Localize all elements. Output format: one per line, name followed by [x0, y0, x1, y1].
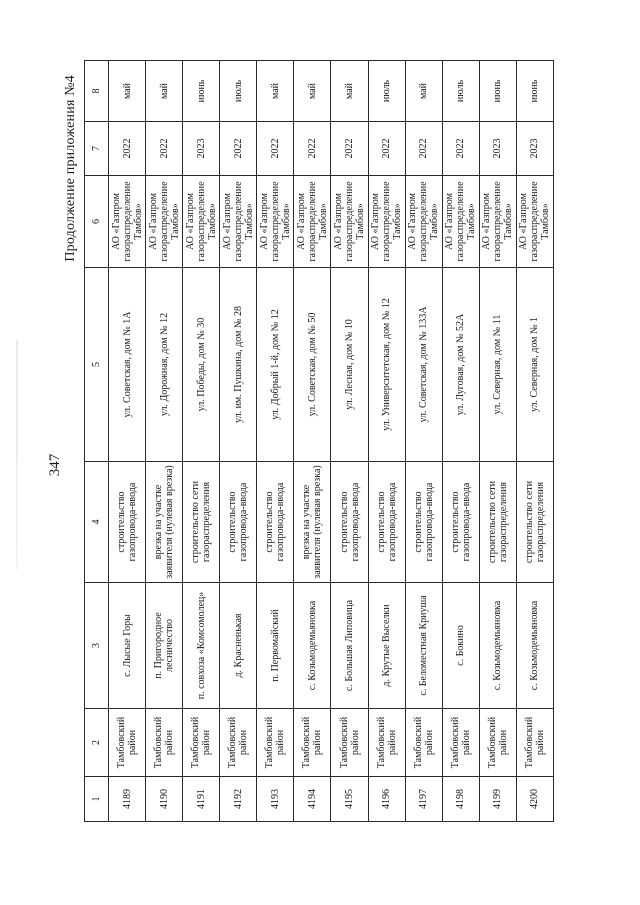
district-cell: Тамбовский район: [368, 709, 405, 777]
address-cell: ул. Добрый 1-й, дом № 12: [257, 268, 294, 462]
row-number-cell: 4197: [405, 777, 442, 822]
organization-cell: АО «Газпром газораспределение Тамбов»: [146, 176, 183, 268]
settlement-cell: п. Пригородное лесничество: [146, 583, 183, 709]
organization-cell: АО «Газпром газораспределение Тамбов»: [220, 176, 257, 268]
district-cell: Тамбовский район: [146, 709, 183, 777]
year-cell: 2022: [220, 122, 257, 176]
table-row: [331, 61, 368, 822]
work-type-cell: врезка на участке заявителя (нулевая врезка): [146, 462, 183, 583]
address-cell: ул. Дорожная, дом № 12: [146, 268, 183, 462]
header-cell: 7: [85, 122, 109, 176]
year-cell: 2022: [442, 122, 479, 176]
year-cell: 2023: [183, 122, 220, 176]
row-number-cell: 4195: [331, 777, 368, 822]
table-row: [516, 61, 553, 822]
month-cell: июль: [220, 61, 257, 122]
settlement-cell: д. Крутые Выселки: [368, 583, 405, 709]
district-cell: Тамбовский район: [257, 709, 294, 777]
row-number-cell: 4189: [109, 777, 146, 822]
table-row: [405, 61, 442, 822]
row-number-cell: 4192: [220, 777, 257, 822]
year-cell: 2022: [368, 122, 405, 176]
table-row: [146, 61, 183, 822]
month-cell: июль: [442, 61, 479, 122]
organization-cell: АО «Газпром газораспределение Тамбов»: [479, 176, 516, 268]
district-cell: Тамбовский район: [442, 709, 479, 777]
work-type-cell: строительство газопровода-ввода: [405, 462, 442, 583]
district-cell: Тамбовский район: [331, 709, 368, 777]
row-number-cell: 4198: [442, 777, 479, 822]
month-cell: май: [405, 61, 442, 122]
work-type-cell: строительство газопровода-ввода: [109, 462, 146, 583]
month-cell: май: [257, 61, 294, 122]
table-row: [442, 61, 479, 822]
organization-cell: АО «Газпром газораспределение Тамбов»: [405, 176, 442, 268]
row-number-cell: 4191: [183, 777, 220, 822]
settlement-cell: с. Козьмодемьяновка: [479, 583, 516, 709]
address-cell: ул. Северная, дом № 11: [479, 268, 516, 462]
address-cell: ул. Лесная, дом № 10: [331, 268, 368, 462]
row-number-cell: 4190: [146, 777, 183, 822]
organization-cell: АО «Газпром газораспределение Тамбов»: [516, 176, 553, 268]
organization-cell: АО «Газпром газораспределение Тамбов»: [257, 176, 294, 268]
organization-cell: АО «Газпром газораспределение Тамбов»: [109, 176, 146, 268]
work-type-cell: строительство газопровода-ввода: [257, 462, 294, 583]
district-cell: Тамбовский район: [294, 709, 331, 777]
settlement-cell: с. Козьмодемьяновка: [516, 583, 553, 709]
year-cell: 2022: [331, 122, 368, 176]
appendix-caption: Продолжение приложения №4: [63, 75, 78, 262]
header-cell: 1: [85, 777, 109, 822]
settlement-cell: с. Козьмодемьяновка: [294, 583, 331, 709]
table-row: [479, 61, 516, 822]
year-cell: 2022: [109, 122, 146, 176]
month-cell: май: [331, 61, 368, 122]
month-cell: июнь: [479, 61, 516, 122]
row-number-cell: 4194: [294, 777, 331, 822]
organization-cell: АО «Газпром газораспределение Тамбов»: [331, 176, 368, 268]
table-row: [257, 61, 294, 822]
month-cell: май: [294, 61, 331, 122]
address-cell: ул. Луговая, дом № 52А: [442, 268, 479, 462]
month-cell: май: [109, 61, 146, 122]
work-type-cell: строительство газопровода-ввода: [220, 462, 257, 583]
district-cell: Тамбовский район: [183, 709, 220, 777]
work-type-cell: строительство сети газораспределения: [516, 462, 553, 583]
district-cell: Тамбовский район: [516, 709, 553, 777]
district-cell: Тамбовский район: [479, 709, 516, 777]
address-cell: ул. Северная, дом № 1: [516, 268, 553, 462]
address-cell: ул. Победы, дом № 30: [183, 268, 220, 462]
address-cell: ул. Советская, дом № 133А: [405, 268, 442, 462]
page-number: 347: [47, 453, 63, 477]
settlement-cell: д. Красненькая: [220, 583, 257, 709]
row-number-cell: 4200: [516, 777, 553, 822]
work-type-cell: строительство газопровода-ввода: [331, 462, 368, 583]
settlement-cell: п. совхоза «Комсомолец»: [183, 583, 220, 709]
month-cell: май: [146, 61, 183, 122]
organization-cell: АО «Газпром газораспределение Тамбов»: [183, 176, 220, 268]
data-table: [84, 60, 554, 822]
settlement-cell: п. Первомайский: [257, 583, 294, 709]
settlement-cell: с. Беломестная Криуша: [405, 583, 442, 709]
month-cell: июль: [368, 61, 405, 122]
organization-cell: АО «Газпром газораспределение Тамбов»: [442, 176, 479, 268]
address-cell: ул. Советская, дом № 1А: [109, 268, 146, 462]
work-type-cell: строительство сети газораспределения: [479, 462, 516, 583]
table-row: [368, 61, 405, 822]
organization-cell: АО «Газпром газораспределение Тамбов»: [368, 176, 405, 268]
header-row: [85, 61, 109, 822]
settlement-cell: с. Бокино: [442, 583, 479, 709]
district-cell: Тамбовский район: [220, 709, 257, 777]
year-cell: 2023: [516, 122, 553, 176]
header-cell: 4: [85, 462, 109, 583]
work-type-cell: строительство сети газораспределения: [183, 462, 220, 583]
settlement-cell: с. Большая Липовица: [331, 583, 368, 709]
year-cell: 2022: [257, 122, 294, 176]
settlement-cell: с. Лысые Горы: [109, 583, 146, 709]
header-cell: 8: [85, 61, 109, 122]
header-cell: 5: [85, 268, 109, 462]
table-row: [109, 61, 146, 822]
header-cell: 6: [85, 176, 109, 268]
year-cell: 2022: [294, 122, 331, 176]
month-cell: июнь: [183, 61, 220, 122]
row-number-cell: 4199: [479, 777, 516, 822]
header-cell: 3: [85, 583, 109, 709]
organization-cell: АО «Газпром газораспределение Тамбов»: [294, 176, 331, 268]
work-type-cell: строительство газопровода-ввода: [442, 462, 479, 583]
work-type-cell: строительство газопровода-ввода: [368, 462, 405, 583]
table-row: [183, 61, 220, 822]
address-cell: ул. Советская, дом № 50: [294, 268, 331, 462]
header-cell: 2: [85, 709, 109, 777]
address-cell: ул. Университетская, дом № 12: [368, 268, 405, 462]
row-number-cell: 4193: [257, 777, 294, 822]
year-cell: 2022: [146, 122, 183, 176]
year-cell: 2022: [405, 122, 442, 176]
table-row: [294, 61, 331, 822]
row-number-cell: 4196: [368, 777, 405, 822]
year-cell: 2023: [479, 122, 516, 176]
table-row: [220, 61, 257, 822]
address-cell: ул. им. Пушкина, дом № 28: [220, 268, 257, 462]
district-cell: Тамбовский район: [109, 709, 146, 777]
work-type-cell: врезка на участке заявителя (нулевая врезка): [294, 462, 331, 583]
month-cell: июнь: [516, 61, 553, 122]
table-body: [85, 61, 554, 822]
district-cell: Тамбовский район: [405, 709, 442, 777]
